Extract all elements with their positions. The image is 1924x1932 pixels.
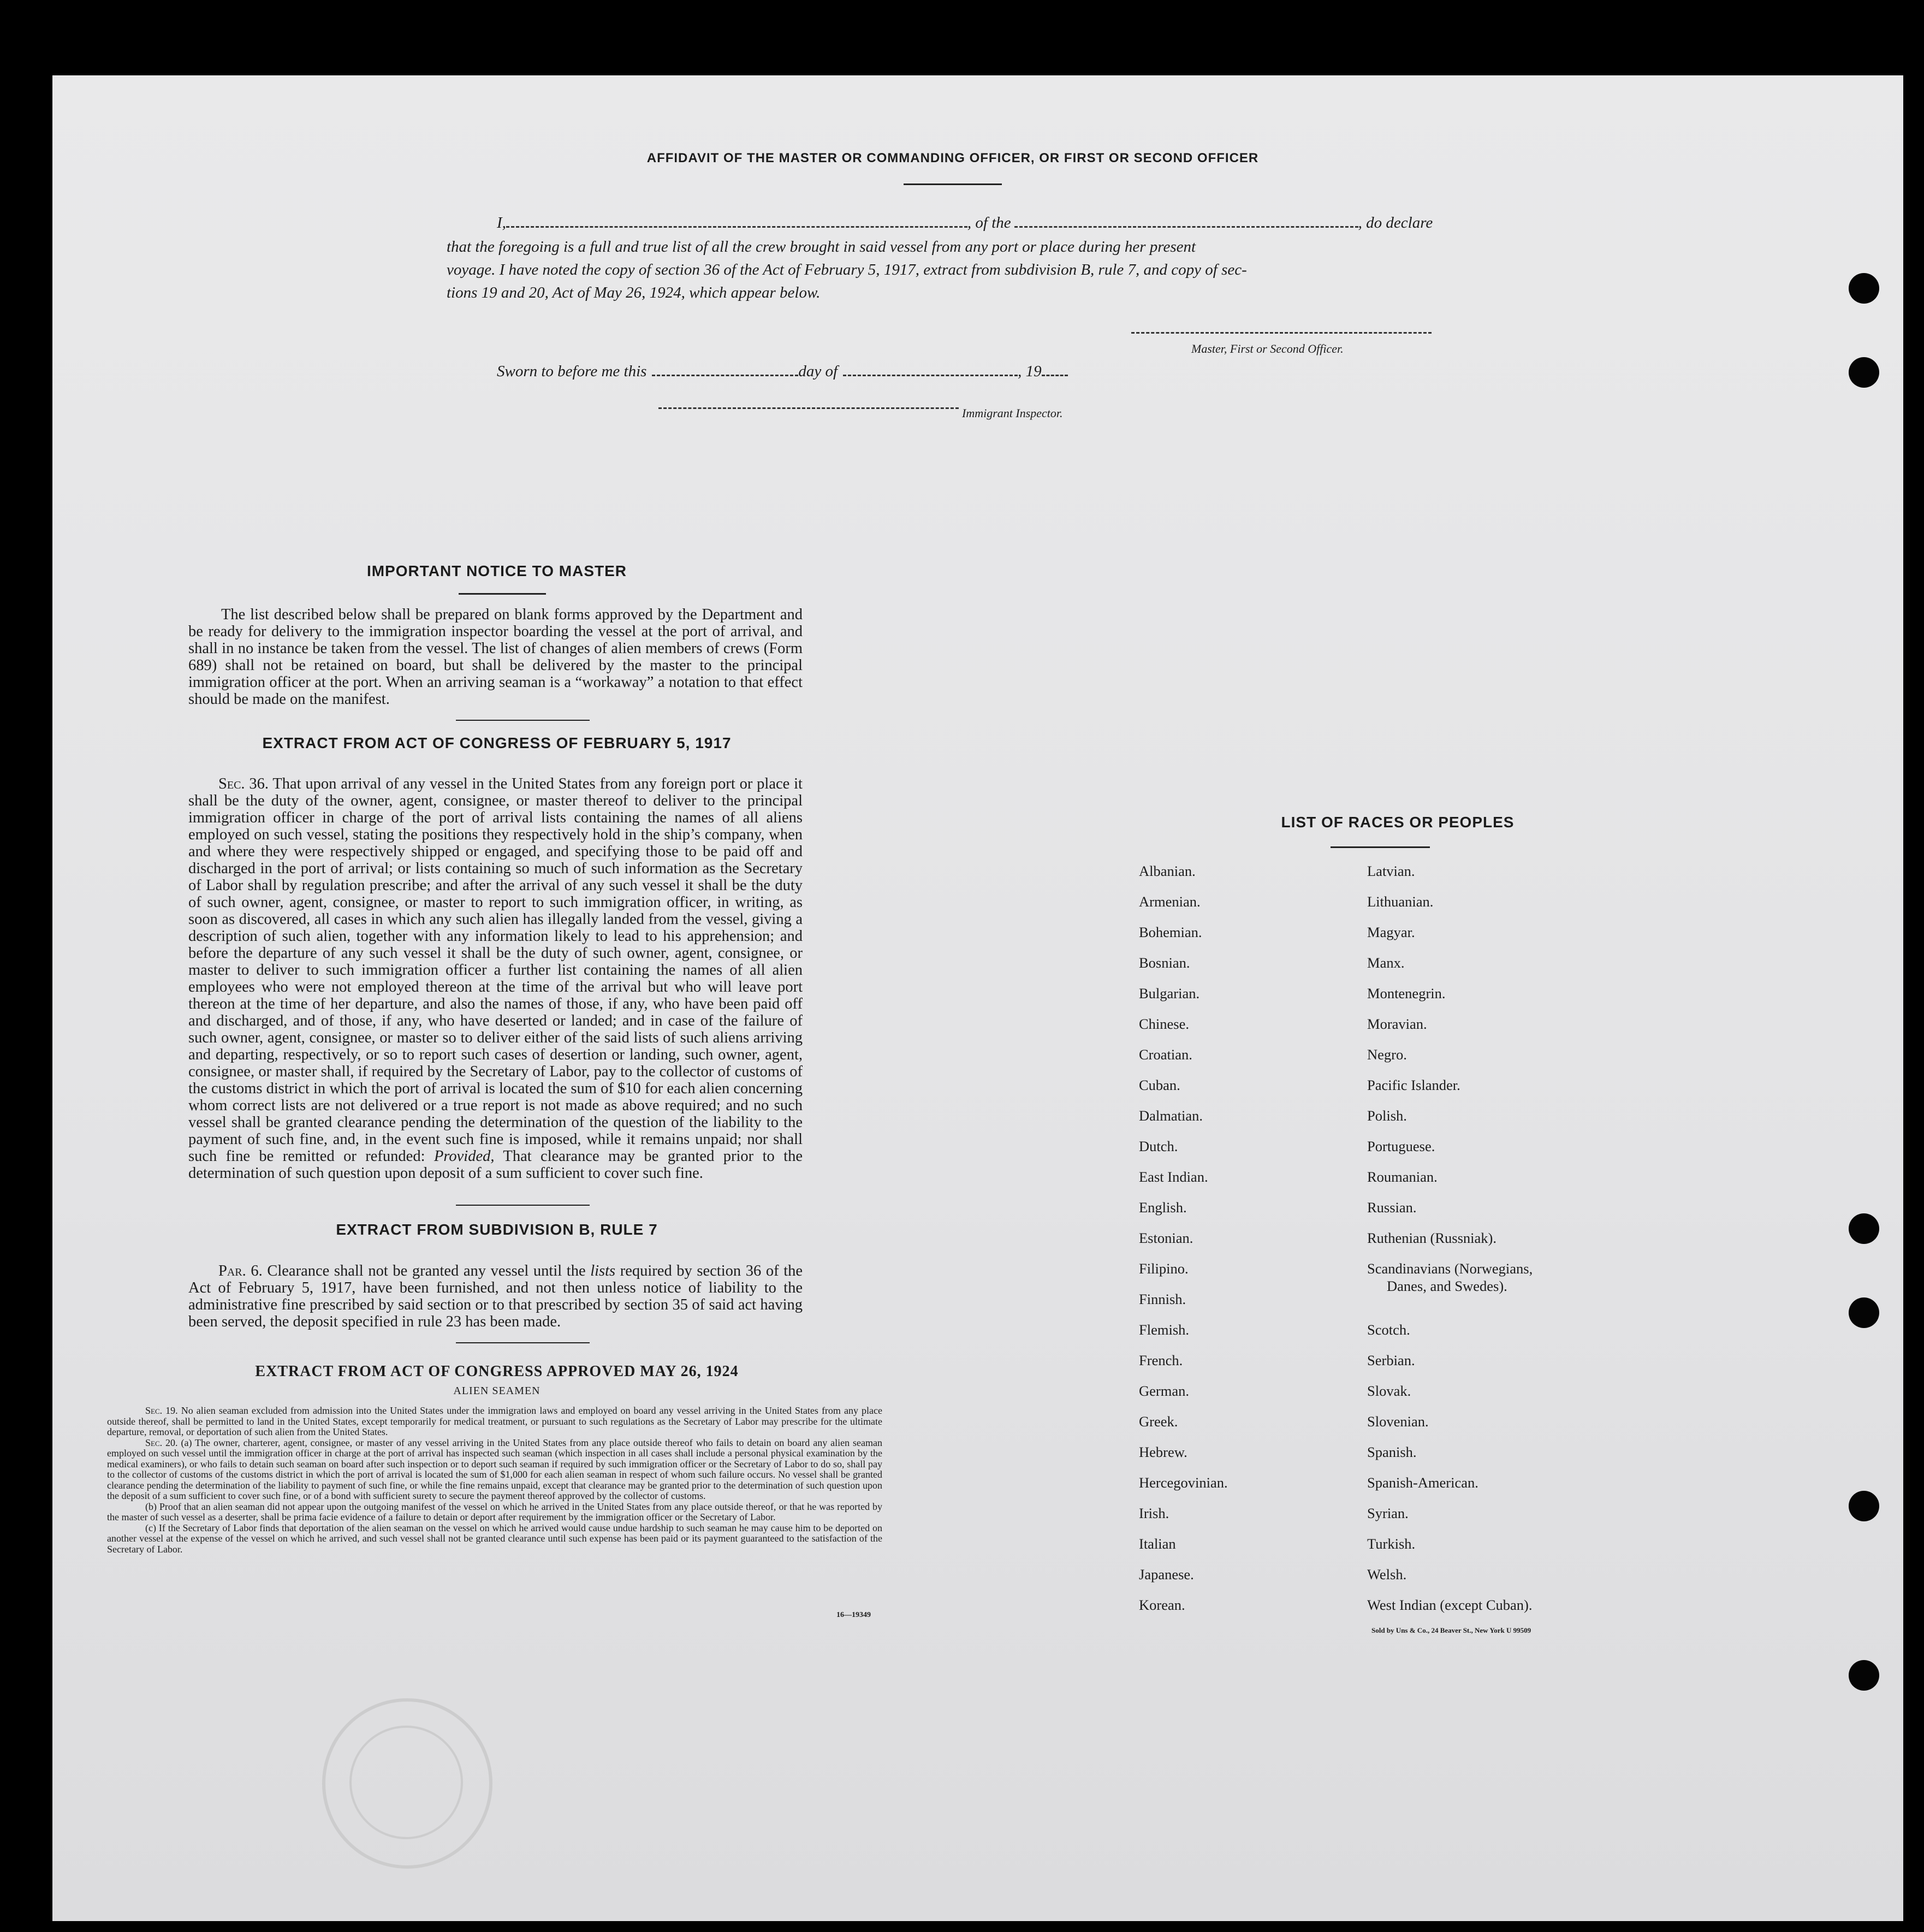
race-item: Danes, and Swedes). xyxy=(1387,1278,1507,1294)
sworn-month-blank[interactable] xyxy=(843,375,1018,376)
master-caption: Master, First or Second Officer. xyxy=(1191,342,1344,355)
sec-36-label: Sec. 36. xyxy=(218,775,269,792)
sworn-day-blank[interactable] xyxy=(652,375,798,376)
race-item: Greek. xyxy=(1139,1413,1178,1430)
sec-20-label: Sec. 20. xyxy=(145,1437,178,1448)
race-item: Portuguese. xyxy=(1367,1138,1435,1154)
affidavit-line2: that the foregoing is a full and true list of all the crew brought in said vessel from any port or place during her present xyxy=(447,238,1196,256)
divider xyxy=(1331,846,1430,848)
race-item: Flemish. xyxy=(1139,1321,1190,1338)
race-item: Spanish-American. xyxy=(1367,1474,1478,1491)
race-item: Russian. xyxy=(1367,1199,1417,1216)
punch-hole xyxy=(1849,1491,1879,1521)
lists-word: lists xyxy=(590,1263,616,1279)
sec-19-text: No alien seaman excluded from admission into the United States under the immigration laws and employed on board any vessel arriving in the United States from any place outside thereof, shall be permitted to land in the United States, except temporarily for medical treatment, or pursuant to such regulations as the Secretary of Labor may prescribe for the ultimate departure, removal, or deportation of such alien from the United States. xyxy=(107,1405,883,1437)
race-item: Roumanian. xyxy=(1367,1169,1438,1185)
par-6-text1: Clearance shall not be granted any vessel until the xyxy=(267,1263,586,1279)
rule7-text xyxy=(188,1263,803,1330)
race-item: Welsh. xyxy=(1367,1566,1407,1583)
race-item: Hercegovinian. xyxy=(1139,1474,1228,1491)
extract-1924-heading: EXTRACT FROM ACT OF CONGRESS APPROVED MAY 26, 1924 xyxy=(255,1363,739,1380)
race-item: Pacific Islander. xyxy=(1367,1077,1460,1093)
race-item: Hebrew. xyxy=(1139,1444,1187,1460)
race-item: Ruthenian (Russniak). xyxy=(1367,1230,1497,1246)
embossed-seal-inner xyxy=(349,1726,463,1839)
sec-20a-paragraph xyxy=(107,1438,882,1502)
master-signature-line[interactable] xyxy=(1131,332,1432,334)
day-of-text: day of xyxy=(798,363,838,380)
race-item: Negro. xyxy=(1367,1046,1407,1063)
notice-text xyxy=(188,606,803,708)
race-item: Slovenian. xyxy=(1367,1413,1429,1430)
race-item: Armenian. xyxy=(1139,893,1201,910)
race-item: Polish. xyxy=(1367,1107,1407,1124)
inspector-signature-line[interactable] xyxy=(658,407,959,409)
race-item: Dutch. xyxy=(1139,1138,1178,1154)
sec-20b-paragraph: (b) Proof that an alien seaman did not appear upon the outgoing manifest of the vessel on which he arrived in the United States from any place outside thereof, or that he was reported by the master of such vessel as a deserter, shall be prima facie evidence of a failure to detain or deport after requirement by the immigration officer or the Secretary of Labor. xyxy=(107,1501,882,1522)
par-6-paragraph xyxy=(188,1263,803,1330)
race-item: Magyar. xyxy=(1367,924,1415,940)
provided-word: Provided, xyxy=(434,1148,495,1165)
extract-1917-text xyxy=(188,775,803,1182)
race-item: Albanian. xyxy=(1139,863,1196,879)
race-item: Turkish. xyxy=(1367,1536,1416,1552)
race-item: Estonian. xyxy=(1139,1230,1193,1246)
affidavit-heading: AFFIDAVIT OF THE MASTER OR COMMANDING OFFICER, OR FIRST OR SECOND OFFICER xyxy=(646,151,1259,165)
race-item: Bosnian. xyxy=(1139,955,1190,971)
extract-1924-text xyxy=(107,1406,882,1555)
form-number: 16—19349 xyxy=(836,1611,871,1619)
race-item: Irish. xyxy=(1139,1505,1169,1521)
inspector-caption: Immigrant Inspector. xyxy=(962,406,1063,420)
affidavit-line4: tions 19 and 20, Act of May 26, 1924, which appear below. xyxy=(447,284,821,301)
race-item: Japanese. xyxy=(1139,1566,1194,1583)
notice-paragraph: The list described below shall be prepared on blank forms approved by the Department and be ready for delivery to the immigration inspector boarding the vessel at the port of arrival, and shall in no instance be taken from the vessel. The list of changes of alien members of crews (Form 689) shall not be retained on board, but shall be delivered by the master to the principal immigration officer at the port. When an arriving seaman is a “workaway” a notation to that effect should be made on the manifest. xyxy=(188,606,803,708)
name-blank[interactable] xyxy=(506,226,967,228)
punch-hole xyxy=(1849,273,1879,304)
race-item: West Indian (except Cuban). xyxy=(1367,1597,1533,1613)
race-item: Bohemian. xyxy=(1139,924,1202,940)
race-item: Korean. xyxy=(1139,1597,1185,1613)
race-item: German. xyxy=(1139,1383,1189,1399)
race-item: Bulgarian. xyxy=(1139,985,1200,1001)
race-item: Serbian. xyxy=(1367,1352,1415,1368)
race-item: Syrian. xyxy=(1367,1505,1409,1521)
punch-hole xyxy=(1849,1660,1879,1691)
year-text: , 19 xyxy=(1018,363,1042,380)
race-item: Scotch. xyxy=(1367,1321,1410,1338)
affidavit-line3: voyage. I have noted the copy of section 36 of the Act of February 5, 1917, extract from subdivision B, rule 7, and copy of sec- xyxy=(447,261,1247,278)
divider xyxy=(456,1342,590,1343)
sec-19-label: Sec. 19. xyxy=(145,1405,178,1416)
divider xyxy=(459,593,546,595)
race-item: French. xyxy=(1139,1352,1183,1368)
vessel-blank[interactable] xyxy=(1014,226,1358,228)
race-item: Latvian. xyxy=(1367,863,1415,879)
affidavit-i: I, xyxy=(497,214,506,232)
race-item: Finnish. xyxy=(1139,1291,1186,1307)
affidavit-do-declare: , do declare xyxy=(1358,214,1433,232)
punch-hole xyxy=(1849,1213,1879,1244)
sworn-text: Sworn to before me this xyxy=(497,363,647,380)
sworn-line xyxy=(497,363,1068,381)
divider xyxy=(456,1205,590,1206)
punch-hole xyxy=(1849,357,1879,388)
sec-19-paragraph xyxy=(107,1406,882,1438)
rule7-heading: EXTRACT FROM SUBDIVISION B, RULE 7 xyxy=(336,1221,658,1238)
sec-36-text: That upon arrival of any vessel in the United States from any foreign port or place it shall be the duty of the owner, agent, consignee, or master thereof to deliver to the principal immigration officer in charge of the port of arrival lists containing the names of all aliens employed on such vessel, stating the positions they respectively hold in the ship’s company, when and where they were respectively shipped or engaged, and specifying those to be paid off and discharged in the port of arrival; or lists containing so much of such information as the Secretary of Labor shall by regulation prescribe; and after the arrival of any such vessel it shall be the duty of such owner, agent, consignee, or master to report to such immigration officer, in writing, as soon as discovered, all cases in which any such alien has illegally landed from the vessel, giving a description of such alien, together with any information likely to lead to his apprehension; and before the departure of any such vessel it shall be the duty of such owner, agent, consignee, or master to deliver to such immigration officer a further list containing the names of all alien employees who were not employed thereon at the time of the arrival but who will leave port thereon at the time of her departure, and also the names of those, if any, who have been paid off and discharged, and of those, if any, who have deserted or landed; and in case of the failure of such owner, agent, consignee, or master so to deliver either of the said lists of such aliens arriving and departing, respectively, or so to report such cases of desertion or landing, such owner, agent, consignee, or master shall, if required by the Secretary of Labor, pay to the collector of customs of the customs district in which the port of arrival is located the sum of $10 for each alien concerning whom correct lists are not delivered or a true report is not made as above required; and no such vessel shall be granted clearance pending the determination of the question of the liability to the payment of such fine, and, in the event such fine is imposed, while it remains unpaid; nor shall such fine be remitted or refunded: xyxy=(188,775,803,1165)
race-item: East Indian. xyxy=(1139,1169,1208,1185)
par-6-label: Par. 6. xyxy=(218,1263,263,1279)
notice-heading: IMPORTANT NOTICE TO MASTER xyxy=(366,562,627,579)
race-item: Lithuanian. xyxy=(1367,893,1434,910)
alien-seamen-subheading: ALIEN SEAMEN xyxy=(453,1385,541,1397)
printer-credit: Sold by Uns & Co., 24 Beaver St., New York U 99509 xyxy=(1371,1626,1531,1634)
race-item: Italian xyxy=(1139,1536,1176,1552)
race-item: Croatian. xyxy=(1139,1046,1192,1063)
race-item: Scandinavians (Norwegians, xyxy=(1367,1260,1533,1277)
divider xyxy=(904,183,1002,185)
race-item: Dalmatian. xyxy=(1139,1107,1203,1124)
race-item: Moravian. xyxy=(1367,1016,1427,1032)
sec-36-tail: That clearance may be granted prior to the determination of such question upon deposit of a sum sufficient to cover such fine. xyxy=(188,1148,803,1182)
sec-20a-text: (a) The owner, charterer, agent, consignee, or master of any vessel arriving in the United States from any place outside thereof who fails to detain on board any alien seaman employed on such vessel until the immigration officer in charge at the port of arrival has inspected such seaman (which inspection in all cases shall include a personal physical examination by the medical examiners), or who fails to detain such seaman on board after such inspection or to deport such seaman if required by such immigration officer or the Secretary of Labor to do so, shall pay to the collector of customs of the customs district in which the port of arrival is located the sum of $1,000 for each alien seaman in respect of whom such failure occurs. No vessel shall be granted clearance pending the determination of the liability to payment of such fine, or while the fine remains unpaid, except that clearance may be granted prior to the determination of such question upon the deposit of a sum sufficient to cover such fine, or of a bond with sufficient surety to secure the payment thereof approved by the collector of customs. xyxy=(107,1437,882,1501)
affidavit-line1 xyxy=(497,214,1433,232)
race-item: Cuban. xyxy=(1139,1077,1180,1093)
sworn-year-blank[interactable] xyxy=(1042,375,1068,376)
divider xyxy=(456,720,590,721)
affidavit-of-the: , of the xyxy=(967,214,1011,232)
races-heading: LIST OF RACES OR PEOPLES xyxy=(1281,814,1515,831)
race-item: Montenegrin. xyxy=(1367,985,1446,1001)
punch-hole xyxy=(1849,1297,1879,1328)
race-item: Chinese. xyxy=(1139,1016,1189,1032)
race-item: Slovak. xyxy=(1367,1383,1411,1399)
sec-20c-paragraph: (c) If the Secretary of Labor finds that deportation of the alien seaman on the vessel on which he arrived would cause undue hardship to such seaman he may cause him to be deported on another vessel at the expense of the vessel on which he arrived, and such vessel shall not be granted clearance until such expense has been paid or its payment guaranteed to the satisfaction of the Secretary of Labor. xyxy=(107,1522,882,1555)
race-item: Manx. xyxy=(1367,955,1405,971)
race-item: Spanish. xyxy=(1367,1444,1417,1460)
sec-36-paragraph xyxy=(188,775,803,1182)
race-item: English. xyxy=(1139,1199,1187,1216)
extract-1917-heading: EXTRACT FROM ACT OF CONGRESS OF FEBRUARY 5, 1917 xyxy=(262,734,732,751)
race-item: Filipino. xyxy=(1139,1260,1189,1277)
par-6-text2: required by section 36 of the Act of February 5, 1917, have been furnished, and not then unless notice of liability to the administrative fine prescribed by said section or to that prescribed by section 35 of said act having been served, the deposit specified in rule 23 has been made. xyxy=(188,1263,803,1330)
